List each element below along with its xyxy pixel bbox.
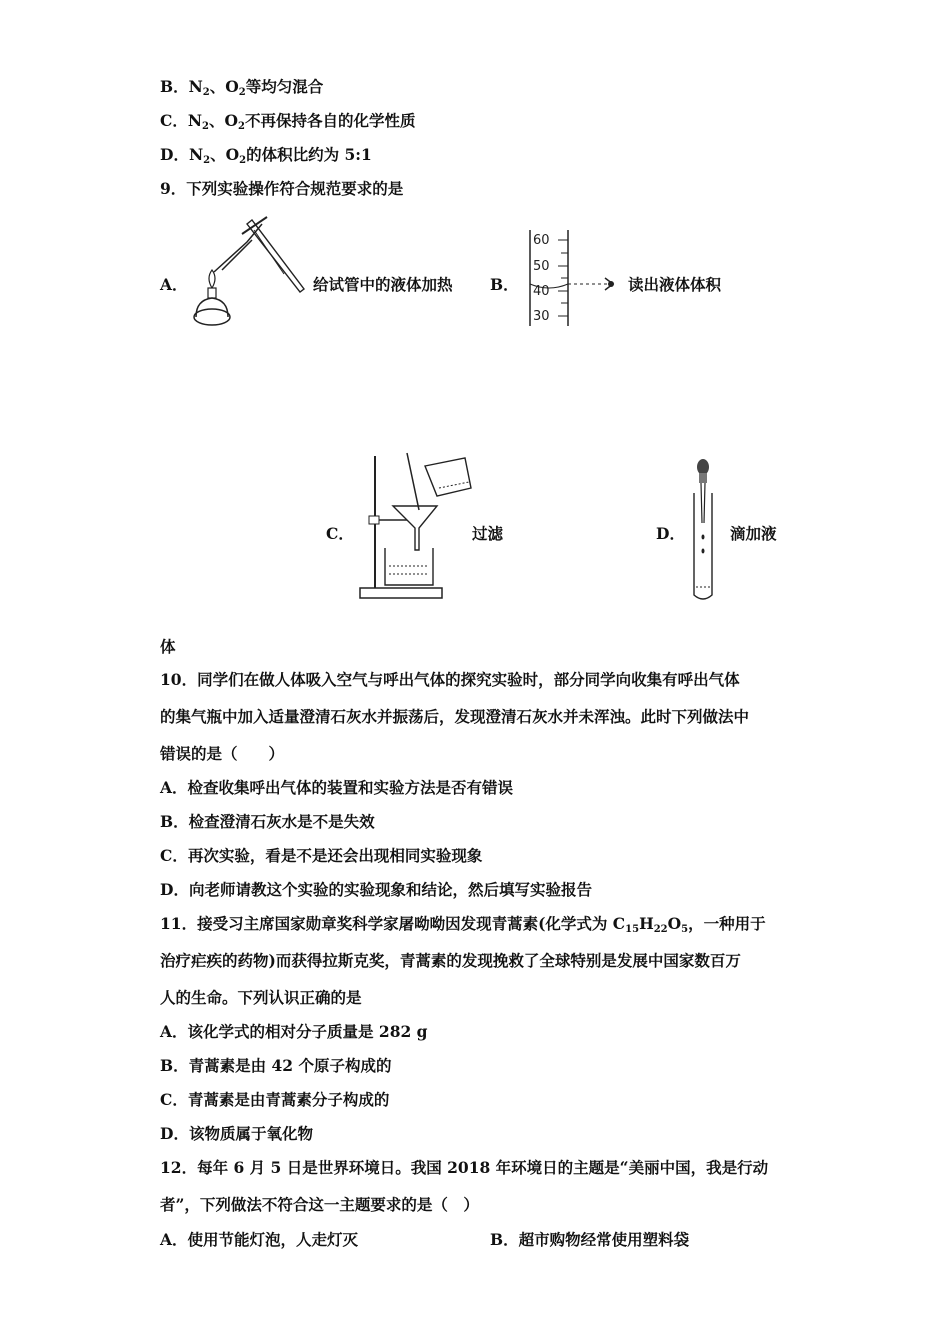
graduated-cylinder-figure <box>525 228 625 328</box>
q10-option-c: C．再次实验，看是不是还会出现相同实验现象 <box>160 846 483 865</box>
q11-option-c: C．青蒿素是由青蒿素分子构成的 <box>160 1090 390 1109</box>
q11-option-a: A．该化学式的相对分子质量是 282 g <box>160 1022 428 1041</box>
q9-d-label: D． <box>656 524 685 543</box>
q12-stem-line2: 者”，下列做法不符合这一主题要求的是（ ） <box>160 1195 479 1214</box>
q9-d-continuation: 体 <box>160 637 176 656</box>
q12-option-b: B．超市购物经常使用塑料袋 <box>490 1230 690 1249</box>
q9-a-label: A． <box>160 275 188 294</box>
q9-d-text: 滴加液 <box>730 524 777 543</box>
q10-option-b: B．检查澄清石灰水是不是失效 <box>160 812 375 831</box>
heating-test-tube-figure <box>192 212 307 332</box>
q11-stem-line2: 治疗疟疾的药物)而获得拉斯克奖，青蒿素的发现挽救了全球特别是发展中国家数百万 <box>160 951 741 970</box>
q10-stem-line1: 10．同学们在做人体吸入空气与呼出气体的探究实验时，部分同学向收集有呼出气体 <box>160 670 740 689</box>
q9-stem: 9．下列实验操作符合规范要求的是 <box>160 179 404 198</box>
q12-option-a: A．使用节能灯泡，人走灯灭 <box>160 1230 359 1249</box>
scale-tick-label: 40 <box>533 284 550 299</box>
q9-c-text: 过滤 <box>472 524 504 543</box>
q11-stem-line3: 人的生命。下列认识正确的是 <box>160 988 362 1007</box>
q9-b-text: 读出液体体积 <box>628 275 722 294</box>
q12-stem-line1: 12．每年 6 月 5 日是世界环境日。我国 2018 年环境日的主题是“美丽中国，我是行动 <box>160 1158 769 1177</box>
q8-option-d: D．$N_2$、$O_2$的体积比约为 5:1 <box>160 145 372 166</box>
q9-b-label: B． <box>490 275 519 294</box>
q9-c-label: C． <box>326 524 354 543</box>
q11-stem-line1: 11．接受习主席国家勋章奖科学家屠呦呦因发现青蒿素(化学式为 $C_{15}H_{22}O_5$，一种用于 <box>160 914 766 935</box>
filtration-figure <box>355 448 475 603</box>
q9-a-text: 给试管中的液体加热 <box>313 275 453 294</box>
q11-option-b: B．青蒿素是由 42 个原子构成的 <box>160 1056 392 1075</box>
q10-stem-line2: 的集气瓶中加入适量澄清石灰水并振荡后，发现澄清石灰水并未浑浊。此时下列做法中 <box>160 707 750 726</box>
q8-option-b: B．$N_2$、$O_2$等均匀混合 <box>160 77 324 98</box>
scale-tick-label: 50 <box>533 259 550 274</box>
q10-stem-line3: 错误的是（ ） <box>160 744 285 763</box>
q10-option-a: A．检查收集呼出气体的装置和实验方法是否有错误 <box>160 778 514 797</box>
q11-option-d: D．该物质属于氧化物 <box>160 1124 313 1143</box>
q10-option-d: D．向老师请教这个实验的实验现象和结论，然后填写实验报告 <box>160 880 592 899</box>
scale-tick-label: 60 <box>533 233 550 248</box>
dropper-test-tube-figure <box>686 455 726 605</box>
scale-tick-label: 30 <box>533 309 550 324</box>
q8-option-c: C．$N_2$、$O_2$不再保持各自的化学性质 <box>160 111 416 132</box>
